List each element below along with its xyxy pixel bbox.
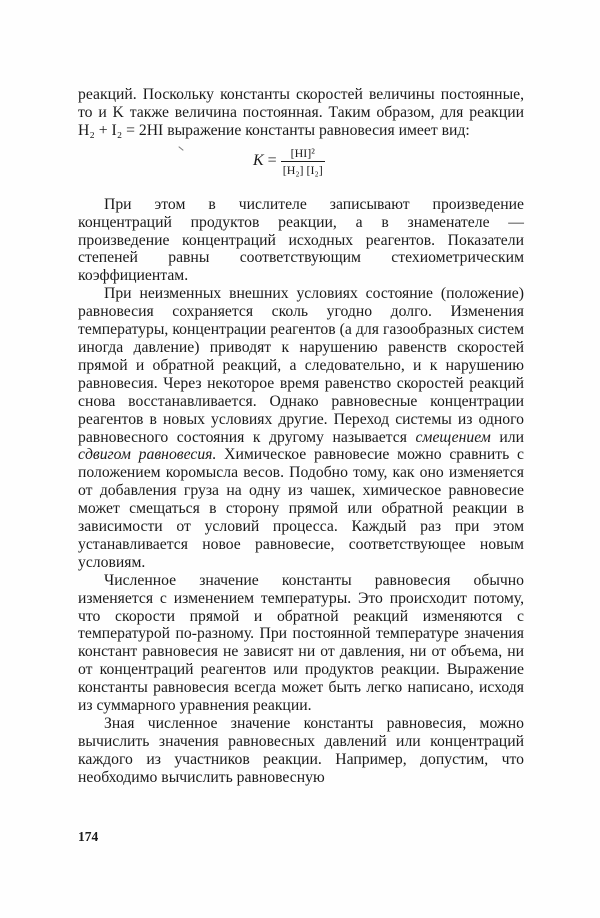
term-sdvigom-ravnovesiya: сдвигом равновесия.	[78, 446, 217, 464]
paragraph-3-connector: или	[499, 428, 524, 446]
paragraph-3-part-2: Химическое равновесие можно сравнить с положением коромысла весов. Подобно тому, как оно изменяется от добавления груза на одну из чашек, химическое равновесие может смещаться в сторону прямой или обратной реакции в зависимости от условий процесса. Каждый раз при этом устанавливается новое равновесие, соответствующее новым условиям.	[78, 446, 525, 571]
page-body	[78, 86, 524, 787]
formula-numerator: [HI]²	[290, 145, 315, 160]
equilibrium-constant-formula-block	[78, 144, 524, 188]
term-smeshcheniem: смещением	[415, 428, 491, 446]
paragraph-1: реакций. Поскольку константы скоростей величины постоянные, то и K также величина постоянная. Таким образом, для реакции H₂ + I₂ = 2HI выражение константы равновесия имеет вид:	[78, 86, 524, 139]
fraction-bar	[281, 161, 325, 162]
page-number: 174	[78, 829, 99, 844]
formula-fraction	[281, 146, 325, 177]
formula-lhs: K	[253, 152, 264, 170]
paragraph-3-part-1: При неизменных внешних условиях состояние (положение) равновесия сохраняется сколь угодно долго. Изменения температуры, концентрации реагентов (а для газообразных систем иногда давление) приводят к нарушению равенств скоростей прямой и обратной реакций, а следовательно, и к нарушению равновесия. Через некоторое время равенство скоростей реакций снова восстанавливается. Однако равновесные концентрации реагентов в новых условиях другие. Переход системы из одного равновесного состояния к другому называется	[78, 285, 524, 446]
paragraph-3	[78, 285, 524, 572]
formula-equals-sign: =	[267, 152, 277, 170]
equilibrium-constant-formula	[253, 146, 325, 177]
paragraph-2: При этом в числителе записывают произведение концентраций продуктов реакции, а в знаменателе — произведение концентраций исходных реагентов. Показатели степеней равны соответствующим стехиометрическим коэффициентам.	[78, 195, 524, 285]
stray-print-mark	[178, 146, 183, 151]
paragraph-5: Зная численное значение константы равновесия, можно вычислить значения равновесных давлений или концентраций каждого из участников реакции. Например, допустим, что необходимо вычислить равновесную	[78, 715, 524, 786]
formula-denominator: [H₂] [I₂]	[282, 162, 323, 177]
paragraph-4: Численное значение константы равновесия обычно изменяется с изменением температуры. Это происходит потому, что скорости прямой и обратной реакций изменяются с температурой по-разному. При постоянной температуре значения констант равновесия не зависят ни от давления, ни от объема, ни от концентраций реагентов или продуктов реакции. Выражение константы равновесия всегда может быть легко написано, исходя из суммарного уравнения реакции.	[78, 571, 524, 715]
